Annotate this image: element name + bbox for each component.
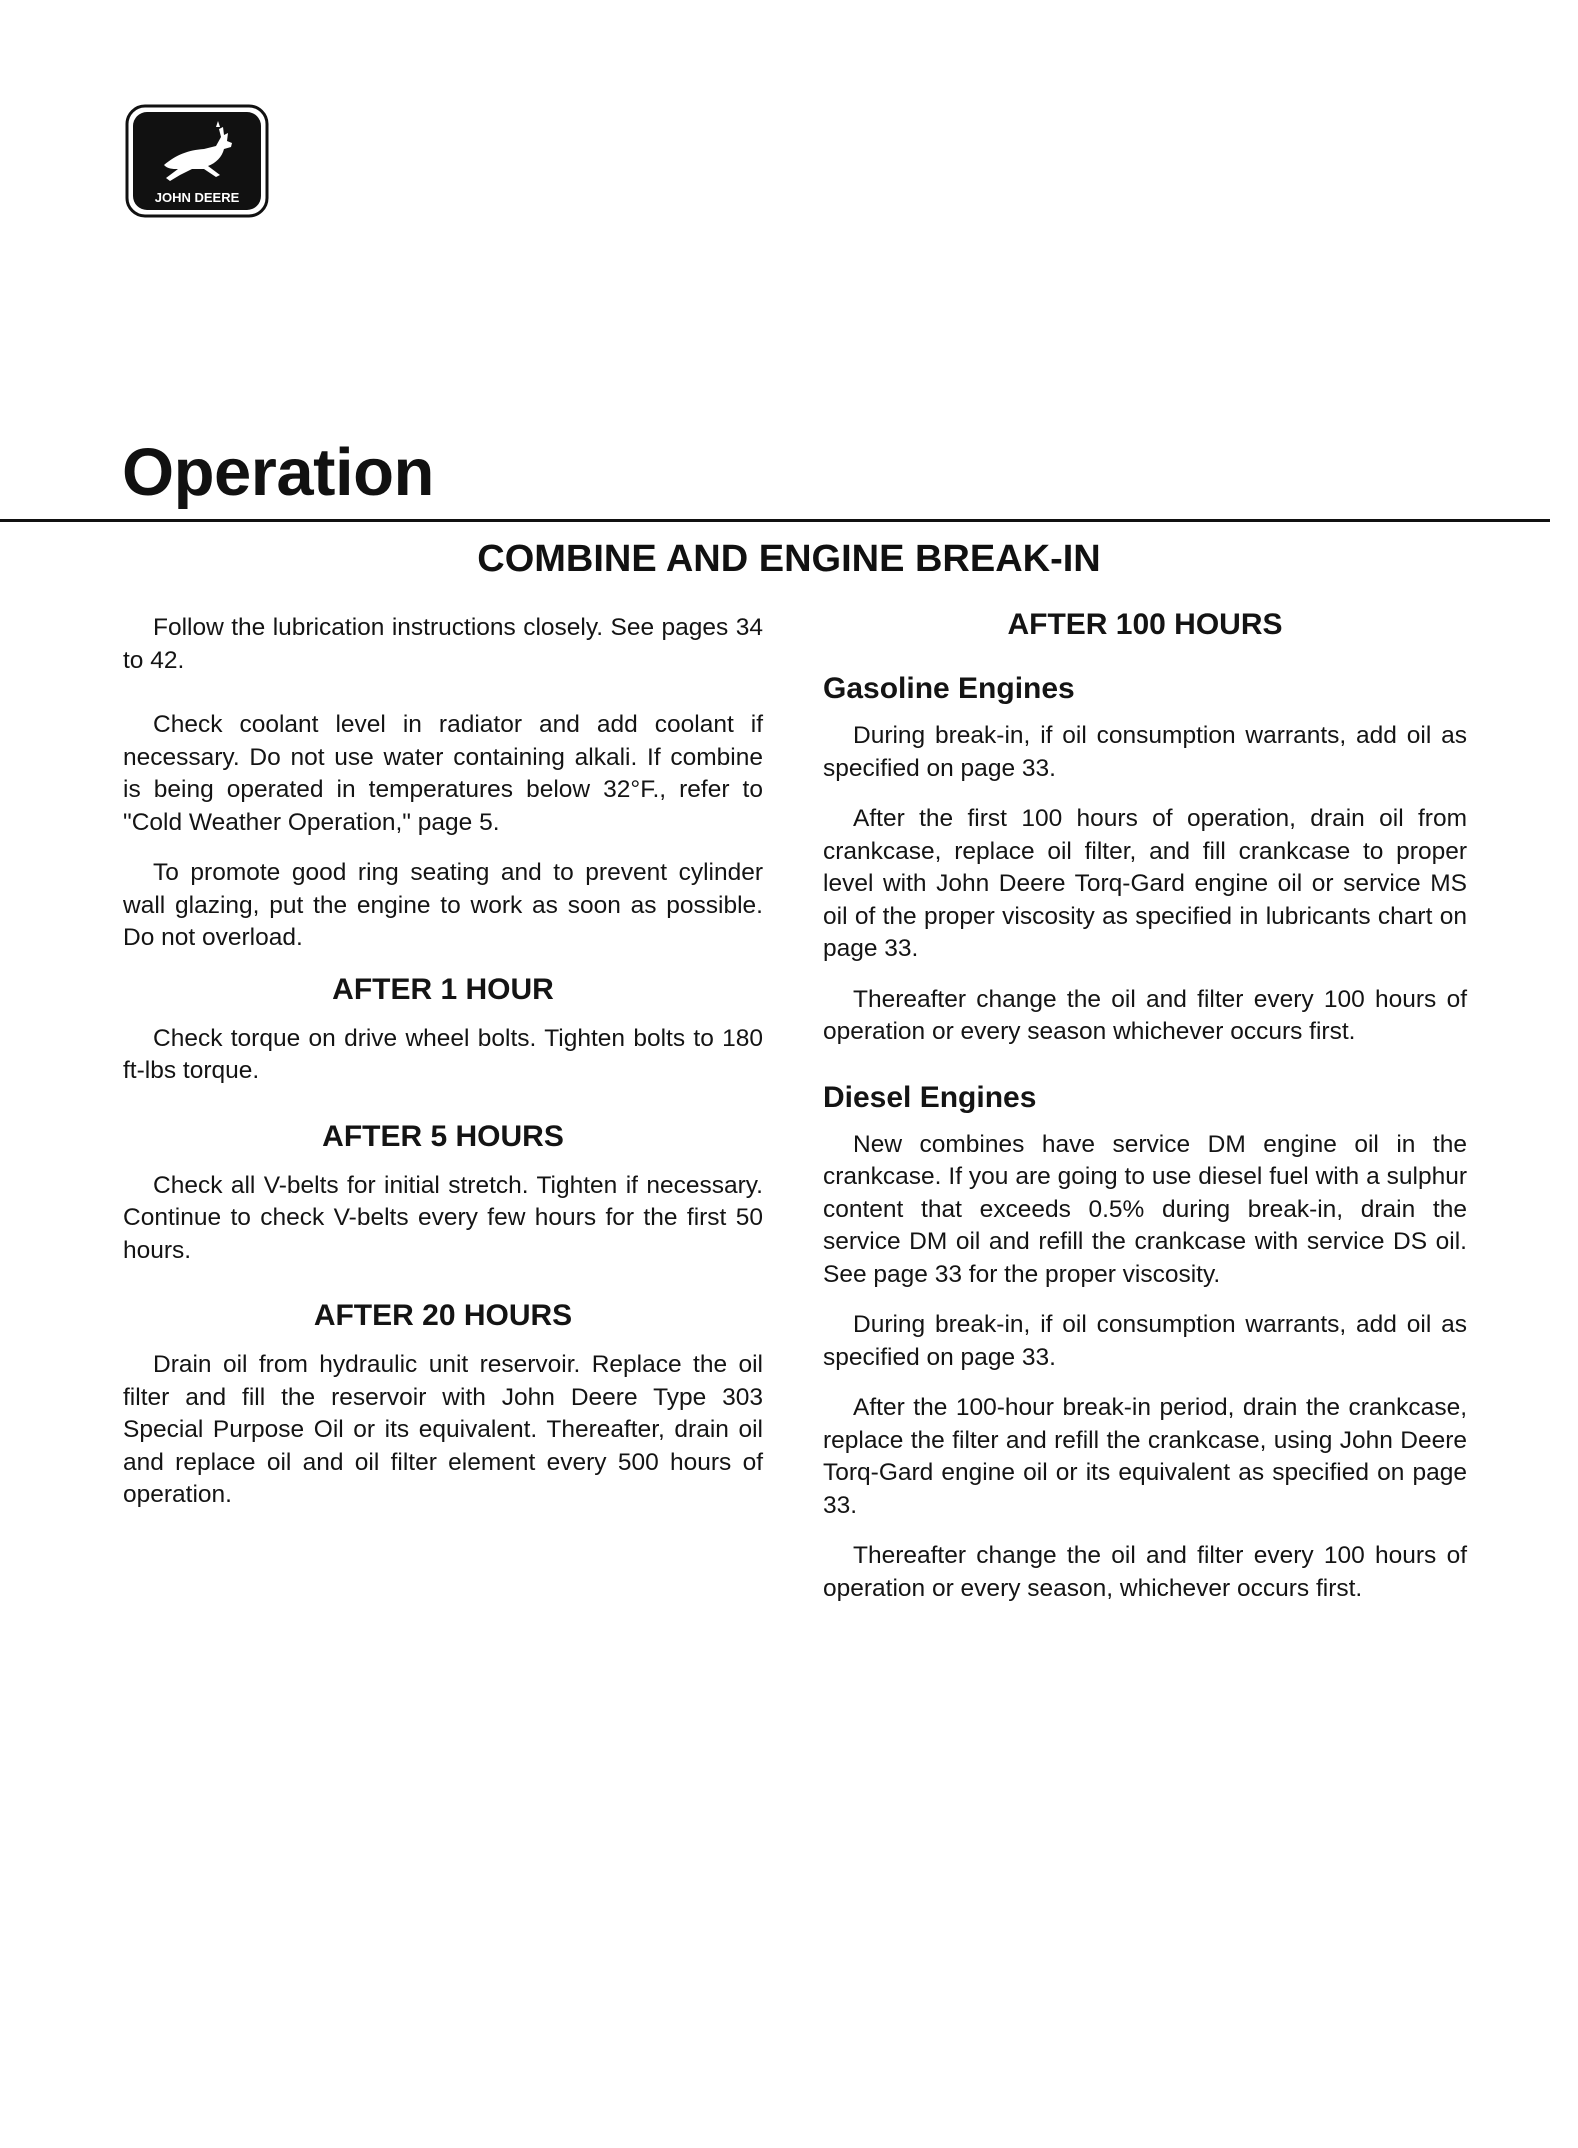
diesel-paragraph: During break-in, if oil consumption warrants, add oil as specified on page 33.	[823, 1311, 1467, 1371]
intro-paragraph: To promote good ring seating and to prevent cylinder wall glazing, put the engine to work as soon as possible. Do not overload.	[123, 859, 763, 951]
gasoline-engines-heading: Gasoline Engines	[823, 672, 1075, 705]
title-rule	[0, 519, 1550, 522]
logo-text: JOHN DEERE	[154, 190, 240, 205]
gasoline-paragraph: During break-in, if oil consumption warrants, add oil as specified on page 33.	[823, 722, 1467, 782]
main-heading: COMBINE AND ENGINE BREAK-IN	[477, 538, 1101, 580]
diesel-paragraph: New combines have service DM engine oil in the crankcase. If you are going to use diesel fuel with a sulphur content that exceeds 0.5% during break-in, drain the service DM oil and refill the crankcase with service DS oil. See page 33 for the proper viscosity.	[823, 1130, 1467, 1288]
after-1-hour-heading: AFTER 1 HOUR	[332, 972, 554, 1006]
gasoline-paragraph: After the first 100 hours of operation, drain oil from crankcase, replace oil filter, and fill crankcase to proper level with John Deere Torq-Gard engine oil or service MS oil of the proper viscosity as specified in lubricants chart on page 33.	[823, 805, 1467, 962]
after-20-hours-heading: AFTER 20 HOURS	[313, 1299, 573, 1332]
after-1-hour-text: Check torque on drive wheel bolts. Tighten bolts to 180 ft-lbs torque.	[123, 1024, 763, 1084]
after-5-hours-text: Check all V-belts for initial stretch. Tighten if necessary. Continue to check V-belts every few hours for the first 50 hours.	[123, 1171, 763, 1264]
diesel-paragraph: After the 100-hour break-in period, drain the crankcase, replace the filter and refill the crankcase, using John Deere Torq-Gard engine oil or its equivalent as specified on page 33.	[823, 1394, 1467, 1519]
john-deere-logo	[124, 103, 270, 219]
diesel-paragraph: Thereafter change the oil and filter every 100 hours of operation or every season, whichever occurs first.	[823, 1542, 1467, 1602]
gasoline-paragraph: Thereafter change the oil and filter every 100 hours of operation or every season whichever occurs first.	[823, 985, 1467, 1045]
after-5-hours-heading: AFTER 5 HOURS	[322, 1119, 564, 1153]
intro-paragraph: Check coolant level in radiator and add coolant if necessary. Do not use water containing alkali. If combine is being operated in temperatures below 32°F., refer to "Cold Weather Operation," page 5.	[123, 711, 763, 836]
section-title: Operation	[122, 435, 434, 510]
after-20-hours-text: Drain oil from hydraulic unit reservoir. Replace the oil filter and fill the reservoir with John Deere Type 303 Special Purpose Oil or its equivalent. Thereafter, drain oil and replace oil and oil filter element every 500 hours of operation.	[123, 1351, 763, 1508]
diesel-engines-heading: Diesel Engines	[823, 1080, 1037, 1114]
after-100-hours-heading: AFTER 100 HOURS	[1007, 608, 1283, 641]
right-column	[823, 608, 1467, 1623]
intro-paragraph: Follow the lubrication instructions closely. See pages 34 to 42.	[123, 614, 763, 674]
left-column	[123, 612, 763, 1530]
